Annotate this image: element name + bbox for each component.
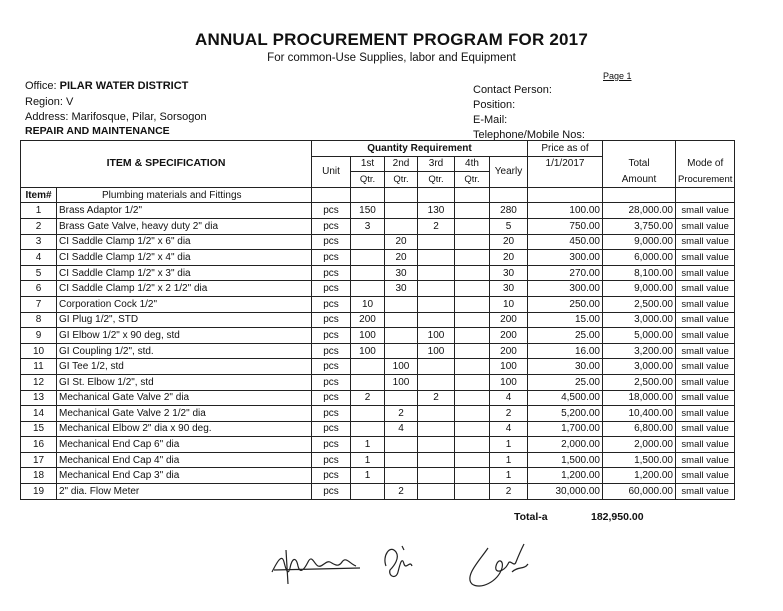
qty-q4 xyxy=(455,406,490,422)
item-unit: pcs xyxy=(312,343,351,359)
qty-q3 xyxy=(418,468,455,484)
qty-q3 xyxy=(418,374,455,390)
qty-yearly: 2 xyxy=(490,484,528,500)
qty-q4 xyxy=(455,390,490,406)
qty-q4 xyxy=(455,437,490,453)
item-total: 18,000.00 xyxy=(603,390,676,406)
qty-q4 xyxy=(455,484,490,500)
item-price: 2,000.00 xyxy=(528,437,603,453)
item-specification: Mechanical End Cap 4" dia xyxy=(57,452,312,468)
qty-yearly: 10 xyxy=(490,296,528,312)
item-total: 8,100.00 xyxy=(603,265,676,281)
item-price: 750.00 xyxy=(528,218,603,234)
item-unit: pcs xyxy=(312,203,351,219)
item-specification: GI St. Elbow 1/2", std xyxy=(57,374,312,390)
item-number: 9 xyxy=(21,328,57,344)
qty-q1: 200 xyxy=(351,312,385,328)
table-row xyxy=(21,452,735,468)
qty-q3 xyxy=(418,421,455,437)
item-unit: pcs xyxy=(312,390,351,406)
header-item-number: Item# xyxy=(21,187,57,203)
qty-q1 xyxy=(351,484,385,500)
empty-cell xyxy=(385,187,418,203)
item-unit: pcs xyxy=(312,328,351,344)
qty-yearly: 200 xyxy=(490,328,528,344)
item-specification: Mechanical End Cap 6" dia xyxy=(57,437,312,453)
empty-cell xyxy=(455,187,490,203)
procurement-mode: small value xyxy=(676,374,735,390)
item-price: 270.00 xyxy=(528,265,603,281)
item-number: 16 xyxy=(21,437,57,453)
qty-q3 xyxy=(418,437,455,453)
qty-q1: 150 xyxy=(351,203,385,219)
qty-q2 xyxy=(385,296,418,312)
item-total: 1,500.00 xyxy=(603,452,676,468)
qty-q4 xyxy=(455,328,490,344)
qty-q2: 2 xyxy=(385,484,418,500)
qty-q1: 1 xyxy=(351,452,385,468)
qty-q4 xyxy=(455,343,490,359)
item-unit: pcs xyxy=(312,281,351,297)
qty-q2 xyxy=(385,328,418,344)
qty-q2: 20 xyxy=(385,234,418,250)
qty-yearly: 4 xyxy=(490,421,528,437)
item-specification: GI Tee 1/2, std xyxy=(57,359,312,375)
qty-q4 xyxy=(455,203,490,219)
qty-q1: 100 xyxy=(351,343,385,359)
qty-yearly: 1 xyxy=(490,437,528,453)
item-specification: Mechanical End Cap 3" dia xyxy=(57,468,312,484)
procurement-mode: small value xyxy=(676,437,735,453)
qty-q1 xyxy=(351,250,385,266)
table-row xyxy=(21,421,735,437)
qty-yearly: 20 xyxy=(490,250,528,266)
item-price: 15.00 xyxy=(528,312,603,328)
office-label: Office: xyxy=(25,80,60,92)
item-specification: 2" dia. Flow Meter xyxy=(57,484,312,500)
contact-person: Contact Person: xyxy=(473,84,552,96)
item-number: 13 xyxy=(21,390,57,406)
table-row xyxy=(21,328,735,344)
header-yearly: Yearly xyxy=(490,156,528,187)
item-total: 5,000.00 xyxy=(603,328,676,344)
item-total: 2,500.00 xyxy=(603,296,676,312)
item-price: 250.00 xyxy=(528,296,603,312)
item-unit: pcs xyxy=(312,296,351,312)
document-subtitle: For common-Use Supplies, labor and Equipment xyxy=(267,52,516,64)
qty-q3 xyxy=(418,265,455,281)
item-unit: pcs xyxy=(312,452,351,468)
header-q3-qtr: Qtr. xyxy=(418,172,455,188)
qty-q1 xyxy=(351,281,385,297)
procurement-mode: small value xyxy=(676,343,735,359)
item-specification: Brass Gate Valve, heavy duty 2" dia xyxy=(57,218,312,234)
qty-q4 xyxy=(455,452,490,468)
qty-q3 xyxy=(418,359,455,375)
qty-q1 xyxy=(351,359,385,375)
qty-q3 xyxy=(418,312,455,328)
qty-yearly: 30 xyxy=(490,281,528,297)
item-unit: pcs xyxy=(312,468,351,484)
qty-q4 xyxy=(455,296,490,312)
table-row xyxy=(21,406,735,422)
item-price: 16.00 xyxy=(528,343,603,359)
procurement-mode: small value xyxy=(676,312,735,328)
region-line: Region: V xyxy=(25,96,74,108)
qty-q4 xyxy=(455,234,490,250)
item-unit: pcs xyxy=(312,250,351,266)
qty-q3 xyxy=(418,484,455,500)
qty-q1 xyxy=(351,374,385,390)
item-number: 8 xyxy=(21,312,57,328)
item-number: 14 xyxy=(21,406,57,422)
item-total: 1,200.00 xyxy=(603,468,676,484)
empty-cell xyxy=(351,187,385,203)
procurement-mode: small value xyxy=(676,265,735,281)
item-total: 10,400.00 xyxy=(603,406,676,422)
item-price: 1,200.00 xyxy=(528,468,603,484)
document-title: ANNUAL PROCUREMENT PROGRAM FOR 2017 xyxy=(194,30,588,49)
qty-q4 xyxy=(455,359,490,375)
header-q4: 4th xyxy=(455,156,490,172)
table-row xyxy=(21,437,735,453)
qty-q2: 4 xyxy=(385,421,418,437)
procurement-mode: small value xyxy=(676,484,735,500)
qty-q3 xyxy=(418,234,455,250)
qty-q2: 30 xyxy=(385,281,418,297)
qty-yearly: 280 xyxy=(490,203,528,219)
procurement-mode: small value xyxy=(676,359,735,375)
item-price: 25.00 xyxy=(528,374,603,390)
item-price: 1,500.00 xyxy=(528,452,603,468)
qty-q2 xyxy=(385,218,418,234)
header-q1: 1st xyxy=(351,156,385,172)
header-total-a: Total xyxy=(603,156,676,172)
qty-yearly: 30 xyxy=(490,265,528,281)
header-total-top xyxy=(603,141,676,157)
item-number: 10 xyxy=(21,343,57,359)
qty-q2 xyxy=(385,343,418,359)
item-unit: pcs xyxy=(312,312,351,328)
qty-q1: 100 xyxy=(351,328,385,344)
item-unit: pcs xyxy=(312,437,351,453)
section-label: REPAIR AND MAINTENANCE xyxy=(25,125,170,137)
item-number: 3 xyxy=(21,234,57,250)
table-row xyxy=(21,296,735,312)
header-price-b: 1/1/2017 xyxy=(528,156,603,187)
qty-q4 xyxy=(455,374,490,390)
item-total: 6,800.00 xyxy=(603,421,676,437)
qty-yearly: 200 xyxy=(490,312,528,328)
table-row xyxy=(21,265,735,281)
item-total: 3,000.00 xyxy=(603,312,676,328)
procurement-mode: small value xyxy=(676,234,735,250)
qty-q4 xyxy=(455,218,490,234)
procurement-mode: small value xyxy=(676,421,735,437)
qty-q2 xyxy=(385,452,418,468)
qty-q3 xyxy=(418,296,455,312)
procurement-mode: small value xyxy=(676,468,735,484)
procurement-mode: small value xyxy=(676,328,735,344)
contact-phone: Telephone/Mobile Nos: xyxy=(473,129,585,141)
empty-cell xyxy=(603,187,676,203)
procurement-mode: small value xyxy=(676,281,735,297)
table-row xyxy=(21,484,735,500)
empty-cell xyxy=(490,187,528,203)
item-price: 4,500.00 xyxy=(528,390,603,406)
qty-q1 xyxy=(351,265,385,281)
qty-yearly: 1 xyxy=(490,468,528,484)
qty-q3 xyxy=(418,452,455,468)
qty-q3: 130 xyxy=(418,203,455,219)
qty-q2 xyxy=(385,390,418,406)
qty-q4 xyxy=(455,250,490,266)
qty-q1: 1 xyxy=(351,437,385,453)
item-specification: CI Saddle Clamp 1/2" x 3" dia xyxy=(57,265,312,281)
qty-q1: 10 xyxy=(351,296,385,312)
item-price: 100.00 xyxy=(528,203,603,219)
qty-q4 xyxy=(455,312,490,328)
procurement-table xyxy=(20,140,735,500)
procurement-mode: small value xyxy=(676,296,735,312)
qty-q2: 30 xyxy=(385,265,418,281)
item-number: 15 xyxy=(21,421,57,437)
qty-yearly: 100 xyxy=(490,374,528,390)
qty-yearly: 200 xyxy=(490,343,528,359)
empty-cell xyxy=(418,187,455,203)
total-label: Total-a xyxy=(514,511,548,523)
item-unit: pcs xyxy=(312,265,351,281)
qty-q2 xyxy=(385,203,418,219)
item-unit: pcs xyxy=(312,406,351,422)
qty-q4 xyxy=(455,468,490,484)
header-q3: 3rd xyxy=(418,156,455,172)
total-value: 182,950.00 xyxy=(591,511,644,523)
qty-q1 xyxy=(351,421,385,437)
table-row xyxy=(21,234,735,250)
qty-q2: 20 xyxy=(385,250,418,266)
qty-q1: 2 xyxy=(351,390,385,406)
item-price: 30.00 xyxy=(528,359,603,375)
procurement-mode: small value xyxy=(676,390,735,406)
table-row xyxy=(21,390,735,406)
item-number: 1 xyxy=(21,203,57,219)
header-mode-a: Mode of xyxy=(676,156,735,172)
item-number: 19 xyxy=(21,484,57,500)
contact-position: Position: xyxy=(473,99,516,111)
item-number: 18 xyxy=(21,468,57,484)
item-total: 2,500.00 xyxy=(603,374,676,390)
qty-q1 xyxy=(351,234,385,250)
qty-q3 xyxy=(418,281,455,297)
header-mode-b: Procurement xyxy=(676,172,735,188)
item-total: 9,000.00 xyxy=(603,234,676,250)
item-specification: CI Saddle Clamp 1/2" x 2 1/2" dia xyxy=(57,281,312,297)
table-row xyxy=(21,250,735,266)
item-total: 28,000.00 xyxy=(603,203,676,219)
item-number: 17 xyxy=(21,452,57,468)
item-specification: CI Saddle Clamp 1/2" x 6" dia xyxy=(57,234,312,250)
table-row xyxy=(21,343,735,359)
item-number: 7 xyxy=(21,296,57,312)
qty-yearly: 100 xyxy=(490,359,528,375)
header-q1-qtr: Qtr. xyxy=(351,172,385,188)
qty-yearly: 5 xyxy=(490,218,528,234)
empty-cell xyxy=(528,187,603,203)
procurement-mode: small value xyxy=(676,406,735,422)
empty-cell xyxy=(676,187,735,203)
item-specification: Corporation Cock 1/2" xyxy=(57,296,312,312)
qty-q2: 2 xyxy=(385,406,418,422)
item-unit: pcs xyxy=(312,359,351,375)
qty-q1 xyxy=(351,406,385,422)
item-unit: pcs xyxy=(312,374,351,390)
qty-q1: 1 xyxy=(351,468,385,484)
header-q2-qtr: Qtr. xyxy=(385,172,418,188)
office-line xyxy=(25,80,188,92)
item-total: 2,000.00 xyxy=(603,437,676,453)
item-total: 6,000.00 xyxy=(603,250,676,266)
item-price: 5,200.00 xyxy=(528,406,603,422)
item-price: 30,000.00 xyxy=(528,484,603,500)
qty-q3 xyxy=(418,406,455,422)
signature-3-icon xyxy=(458,538,538,592)
item-unit: pcs xyxy=(312,234,351,250)
item-price: 300.00 xyxy=(528,250,603,266)
qty-q2 xyxy=(385,312,418,328)
qty-q3: 2 xyxy=(418,218,455,234)
signature-2-icon xyxy=(376,536,426,586)
header-unit: Unit xyxy=(312,156,351,187)
item-total: 3,200.00 xyxy=(603,343,676,359)
item-specification: Brass Adaptor 1/2" xyxy=(57,203,312,219)
item-price: 450.00 xyxy=(528,234,603,250)
procurement-mode: small value xyxy=(676,452,735,468)
item-total: 9,000.00 xyxy=(603,281,676,297)
signature-1-icon xyxy=(268,540,368,590)
qty-q2 xyxy=(385,468,418,484)
item-total: 3,750.00 xyxy=(603,218,676,234)
qty-q2: 100 xyxy=(385,374,418,390)
item-specification: Mechanical Gate Valve 2" dia xyxy=(57,390,312,406)
header-item-specification-text: ITEM & SPECIFICATION xyxy=(106,157,226,170)
header-q2: 2nd xyxy=(385,156,418,172)
procurement-mode: small value xyxy=(676,218,735,234)
qty-q4 xyxy=(455,281,490,297)
item-number: 4 xyxy=(21,250,57,266)
item-specification: GI Coupling 1/2", std. xyxy=(57,343,312,359)
qty-q2 xyxy=(385,437,418,453)
qty-q2: 100 xyxy=(385,359,418,375)
item-unit: pcs xyxy=(312,484,351,500)
procurement-mode: small value xyxy=(676,203,735,219)
address-line: Address: Marifosque, Pilar, Sorsogon xyxy=(25,111,207,123)
table-row xyxy=(21,312,735,328)
qty-yearly: 4 xyxy=(490,390,528,406)
item-total: 3,000.00 xyxy=(603,359,676,375)
qty-q1: 3 xyxy=(351,218,385,234)
item-total: 60,000.00 xyxy=(603,484,676,500)
qty-q3: 100 xyxy=(418,328,455,344)
qty-q3: 100 xyxy=(418,343,455,359)
table-row xyxy=(21,218,735,234)
qty-q4 xyxy=(455,265,490,281)
item-number: 11 xyxy=(21,359,57,375)
header-item-specification xyxy=(21,141,312,188)
qty-q3: 2 xyxy=(418,390,455,406)
item-specification: CI Saddle Clamp 1/2" x 4" dia xyxy=(57,250,312,266)
table-row xyxy=(21,468,735,484)
empty-cell xyxy=(312,187,351,203)
qty-yearly: 1 xyxy=(490,452,528,468)
item-price: 300.00 xyxy=(528,281,603,297)
item-price: 1,700.00 xyxy=(528,421,603,437)
qty-yearly: 20 xyxy=(490,234,528,250)
header-q4-qtr: Qtr. xyxy=(455,172,490,188)
page-number: Page 1 xyxy=(603,71,632,81)
table-row xyxy=(21,281,735,297)
qty-q4 xyxy=(455,421,490,437)
table-row xyxy=(21,203,735,219)
contact-email: E-Mail: xyxy=(473,114,508,126)
item-number: 6 xyxy=(21,281,57,297)
qty-yearly: 2 xyxy=(490,406,528,422)
office-value: PILAR WATER DISTRICT xyxy=(59,80,189,92)
item-specification: Mechanical Elbow 2" dia x 90 deg. xyxy=(57,421,312,437)
item-specification: Mechanical Gate Valve 2 1/2" dia xyxy=(57,406,312,422)
item-unit: pcs xyxy=(312,218,351,234)
item-unit: pcs xyxy=(312,421,351,437)
qty-q3 xyxy=(418,250,455,266)
header-total-b: Amount xyxy=(603,172,676,188)
category-label: Plumbing materials and Fittings xyxy=(57,187,312,203)
item-number: 12 xyxy=(21,374,57,390)
item-number: 5 xyxy=(21,265,57,281)
item-specification: GI Elbow 1/2" x 90 deg, std xyxy=(57,328,312,344)
header-quantity-requirement: Quantity Requirement xyxy=(312,141,528,157)
table-row xyxy=(21,374,735,390)
category-row xyxy=(21,187,735,203)
item-specification: GI Plug 1/2", STD xyxy=(57,312,312,328)
item-number: 2 xyxy=(21,218,57,234)
table-row xyxy=(21,359,735,375)
procurement-mode: small value xyxy=(676,250,735,266)
header-price-a: Price as of xyxy=(528,141,603,157)
header-mode-top xyxy=(676,141,735,157)
item-price: 25.00 xyxy=(528,328,603,344)
